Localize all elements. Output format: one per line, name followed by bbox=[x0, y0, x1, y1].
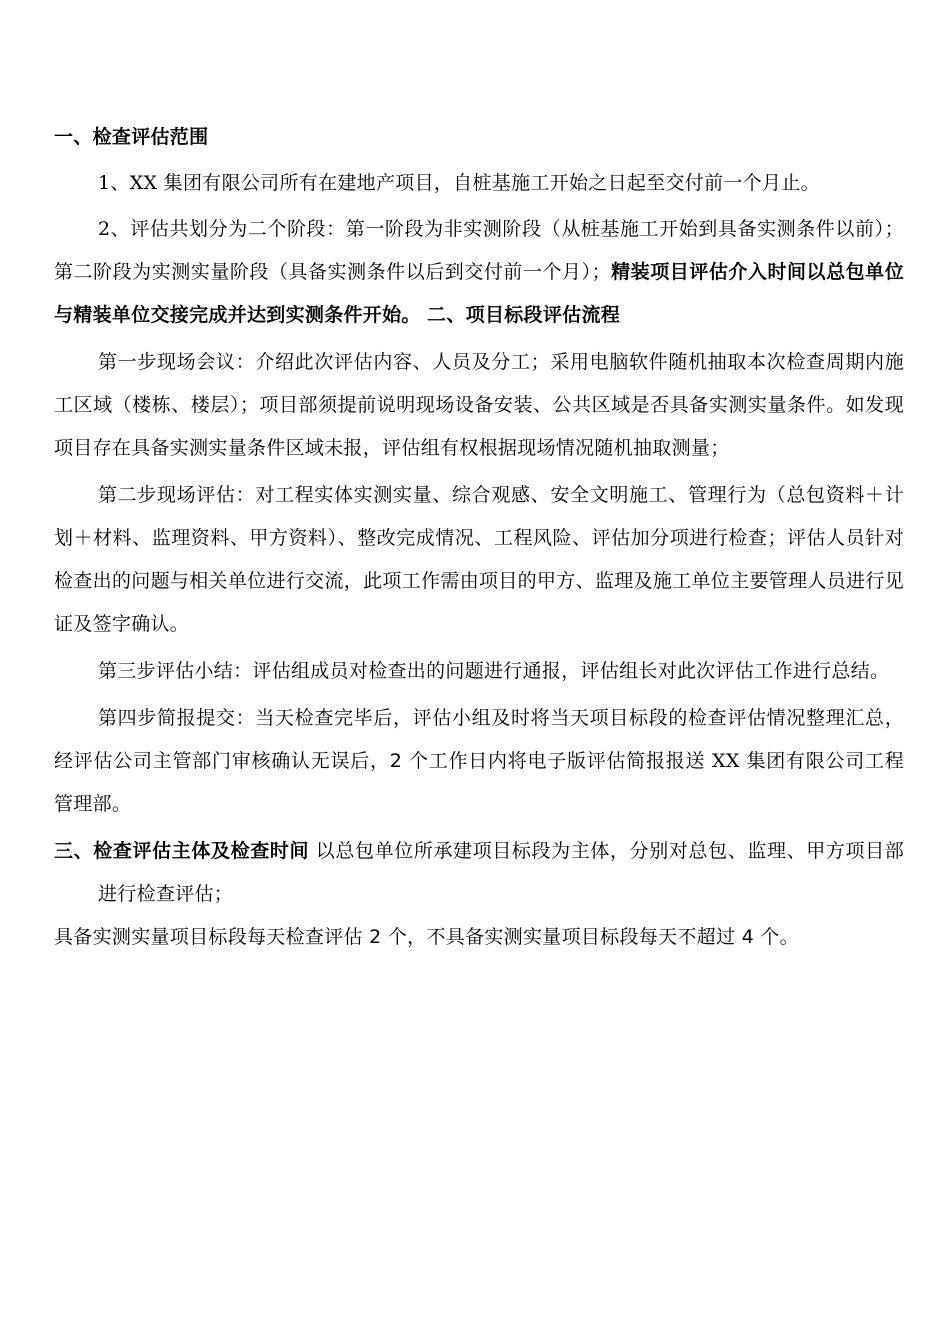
section-3-daily-limit bbox=[54, 916, 904, 959]
daily-limit-number-1: 2 bbox=[369, 926, 382, 948]
step-4-text-a: 第四步简报提交：当天检查完毕后，评估小组及时将当天项目标段的检查评估情况整理汇总，经评估公司主管部门审核确认无误后， bbox=[54, 707, 904, 772]
section-1-paragraph-2-text: 2、评估共划分为二个阶段：第一阶段为非实测阶段（从桩基施工开始到具备实测条件以前）；第二阶段为实测实量阶段（具备实测条件以后到交付前一个月）； bbox=[54, 218, 904, 283]
step-2-paragraph: 第二步现场评估：对工程实体实测实量、综合观感、安全文明施工、管理行为（总包资料＋计划＋材料、监理资料、甲方资料）、整改完成情况、工程风险、评估加分项进行检查；评估人员针对检查出的问题与相关单位进行交流，此项工作需由项目的甲方、监理及施工单位主要管理人员进行见证及签字确认。 bbox=[54, 484, 904, 635]
section-1-paragraph-2-bold: 精装项目评估介入时间以总包单位与精装单位交接完成并达到实测条件开始。 bbox=[54, 261, 904, 326]
section-3-paragraph bbox=[54, 830, 904, 916]
section-1-paragraph-2 bbox=[54, 208, 904, 337]
section-3-heading: 三、检查评估主体及检查时间 bbox=[54, 840, 310, 862]
document-body bbox=[54, 116, 904, 959]
daily-limit-text-b: 个，不具备实测实量项目标段每天不超过 bbox=[381, 926, 742, 948]
section-1-heading: 一、检查评估范围 bbox=[54, 126, 209, 148]
daily-limit-text-a: 具备实测实量项目标段每天检查评估 bbox=[54, 926, 370, 948]
section-3-text: 以总包单位所承建项目标段为主体，分别对总包、监理、甲方项目部进行检查评估； bbox=[98, 840, 904, 905]
daily-limit-text-c: 个。 bbox=[754, 926, 799, 948]
step-3-paragraph: 第三步评估小结：评估组成员对检查出的问题进行通报，评估组长对此次评估工作进行总结。 bbox=[98, 660, 890, 682]
section-1-paragraph-1: 1、XX 集团有限公司所有在建地产项目，自桩基施工开始之日起至交付前一个月止。 bbox=[98, 172, 820, 194]
step-4-paragraph bbox=[54, 697, 904, 826]
step-1-paragraph: 第一步现场会议：介绍此次评估内容、人员及分工；采用电脑软件随机抽取本次检查周期内施工区域（楼栋、楼层）；项目部须提前说明现场设备安装、公共区域是否具备实测实量条件。如发现项目存在具备实测实量条件区域未报，评估组有权根据现场情况随机抽取测量； bbox=[54, 351, 904, 459]
daily-limit-number-2: 4 bbox=[741, 926, 755, 948]
step-4-text-b: 个工作日内将电子版评估简报报送 XX 集团有限公司工程管理部。 bbox=[54, 750, 904, 815]
section-2-heading: 二、项目标段评估流程 bbox=[427, 304, 621, 326]
step-4-number: 2 bbox=[389, 750, 403, 772]
